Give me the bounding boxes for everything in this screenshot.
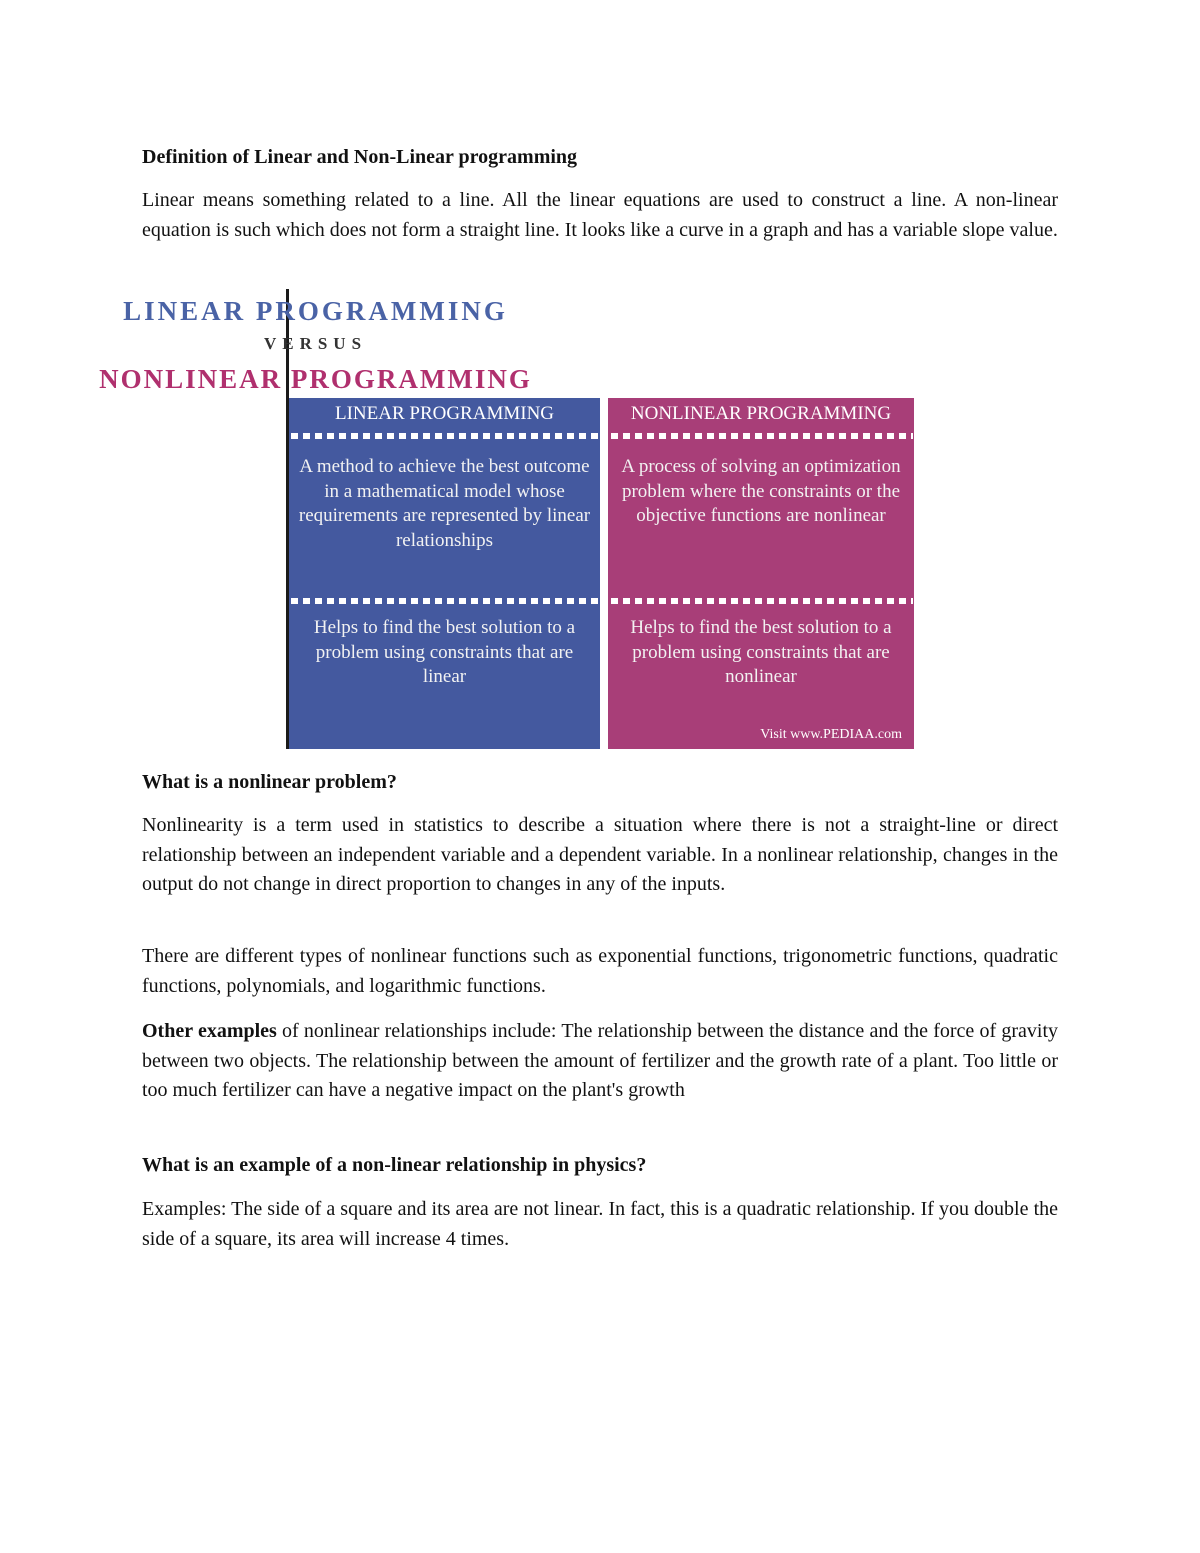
linear-use-cell: Helps to find the best solution to a problem using constraints that are linear [313,617,576,687]
paragraph-physics-example: Examples: The side of a square and its area are not linear. In fact, this is a quadratic relationship. If you double the side of a square, its area will increase 4 times. [142,1198,1058,1250]
infographic-credit: Visit www.PEDIAA.com [760,727,902,742]
section-heading-nonlinear-problem: What is a nonlinear problem? [142,771,397,793]
infographic-title-nonlinear: NONLINEAR PROGRAMMING [99,364,532,394]
nonlinear-definition-cell: A process of solving an optimization problem where the constraints or the objective functions are nonlinear [621,456,901,526]
paragraph-other-examples [142,1017,1058,1106]
nonlinear-column-header: NONLINEAR PROGRAMMING [630,403,892,424]
divider-dots [611,598,913,604]
infographic-title-versus: VERSUS [263,334,368,353]
other-examples-text: of nonlinear relationships include: The relationship between the distance and the force of gravity between two objects. The relationship between the amount of fertilizer and the growth rate of a plant. Too little or too much fertilizer can have a negative impact on the plant's growth [142,1020,1059,1101]
nonlinear-use-cell: Helps to find the best solution to a problem using constraints that are nonlinear [630,617,892,687]
section-heading-physics-example: What is an example of a non-linear relationship in physics? [142,1154,647,1176]
other-examples-bold: Other examples [142,1020,277,1042]
paragraph-linear-definition: Linear means something related to a line. All the linear equations are used to construct a line. A non-linear equation is such which does not form a straight line. It looks like a curve in a graph and has a variable slope value. [142,189,1058,241]
divider-dots [291,433,599,439]
section-heading-definition: Definition of Linear and Non-Linear programming [142,146,578,168]
nonlinear-column [608,398,914,749]
divider-dots [291,598,599,604]
infographic-title-linear: LINEAR PROGRAMMING [123,296,508,326]
paragraph-nonlinearity: Nonlinearity is a term used in statistics to describe a situation where there is not a straight-line or direct relationship between an independent variable and a dependent variable. In a nonlinear relationship, changes in the output do not change in direct proportion to changes in any of the inputs. [142,814,1058,895]
divider-dots [611,433,913,439]
linear-definition-cell: A method to achieve the best outcome in a mathematical model whose requirements are represented by linear relationships [298,456,591,551]
linear-column-header: LINEAR PROGRAMMING [334,403,555,424]
linear-column [289,398,600,749]
paragraph-nonlinear-types: There are different types of nonlinear functions such as exponential functions, trigonometric functions, quadratic functions, polynomials, and logarithmic functions. [142,945,1058,997]
